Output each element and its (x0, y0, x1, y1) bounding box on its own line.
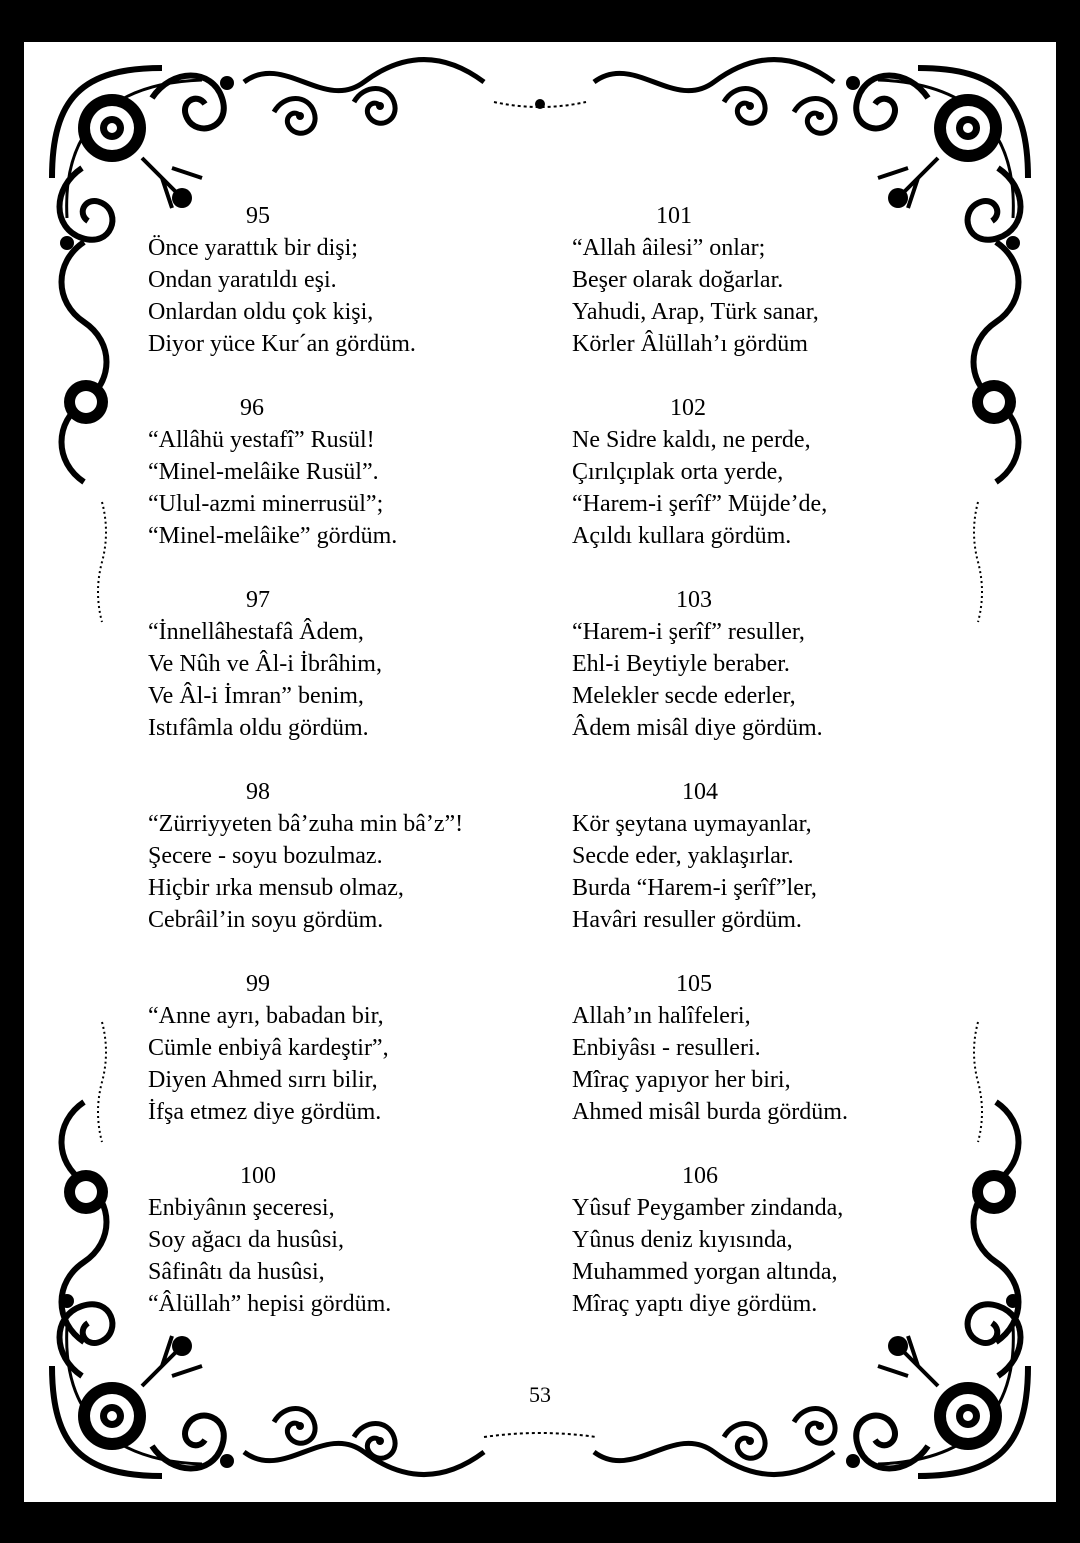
verse-line: Önce yarattık bir dişi; (148, 235, 358, 261)
verse-line: “Âlüllah” hepisi gördüm. (148, 1291, 392, 1317)
verse-line: Secde eder, yaklaşırlar. (572, 843, 794, 869)
verse-line: Cebrâil’in soyu gördüm. (148, 907, 384, 933)
verse-line: “Allâhü yestafî” Rusül! (148, 427, 375, 453)
verse-line: Allah’ın halîfeleri, (572, 1003, 751, 1029)
verse-line: Mîraç yapıyor her biri, (572, 1067, 791, 1093)
left-poem-column (148, 200, 548, 1352)
verse-line: Ve Nûh ve Âl-i İbrâhim, (148, 651, 382, 677)
stanza-number: 100 (240, 1163, 276, 1189)
stanza-number: 101 (656, 203, 692, 229)
stanza-number: 104 (682, 779, 718, 805)
verse-line: Ne Sidre kaldı, ne perde, (572, 427, 811, 453)
verse-line: “Allah âilesi” onlar; (572, 235, 766, 261)
stanza-106 (572, 1160, 972, 1352)
verse-line: Diyor yüce Kur´an gördüm. (148, 331, 416, 357)
verse-line: Şecere - soyu bozulmaz. (148, 843, 383, 869)
verse-line: Beşer olarak doğarlar. (572, 267, 784, 293)
verse-line: İfşa etmez diye gördüm. (148, 1099, 382, 1125)
verse-line: “Harem-i şerîf” resuller, (572, 619, 805, 645)
verse-line: Enbiyâsı - resulleri. (572, 1035, 761, 1061)
stanza-number: 99 (246, 971, 270, 997)
verse-line: Çırılçıplak orta yerde, (572, 459, 784, 485)
verse-line: Körler Âlüllah’ı gördüm (572, 331, 808, 357)
verse-line: Ondan yaratıldı eşi. (148, 267, 337, 293)
verse-line: Açıldı kullara gördüm. (572, 523, 792, 549)
verse-line: Ve Âl-i İmran” benim, (148, 683, 364, 709)
stanza-number: 95 (246, 203, 270, 229)
verse-line: Cümle enbiyâ kardeştir”, (148, 1035, 389, 1061)
verse-line: Muhammed yorgan altında, (572, 1259, 838, 1285)
stanza-number: 105 (676, 971, 712, 997)
verse-line: Kör şeytana uymayanlar, (572, 811, 812, 837)
verse-line: Onlardan oldu çok kişi, (148, 299, 374, 325)
stanza-number: 106 (682, 1163, 718, 1189)
verse-line: Enbiyânın şeceresi, (148, 1195, 335, 1221)
stanza-105 (572, 968, 972, 1160)
stanza-102 (572, 392, 972, 584)
stanza-97 (148, 584, 548, 776)
stanza-number: 103 (676, 587, 712, 613)
verse-line: Sâfinâtı da husûsi, (148, 1259, 325, 1285)
verse-line: Melekler secde ederler, (572, 683, 796, 709)
verse-line: “Zürriyyeten bâ’zuha min bâ’z”! (148, 811, 464, 837)
verse-line: Mîraç yaptı diye gördüm. (572, 1291, 818, 1317)
verse-line: Soy ağacı da husûsi, (148, 1227, 344, 1253)
verse-line: Diyen Ahmed sırrı bilir, (148, 1067, 378, 1093)
right-poem-column (572, 200, 972, 1352)
verse-line: Istıfâmla oldu gördüm. (148, 715, 369, 741)
stanza-number: 102 (670, 395, 706, 421)
page (24, 42, 1056, 1502)
stanza-100 (148, 1160, 548, 1352)
stanza-96 (148, 392, 548, 584)
page-number: 53 (529, 1382, 551, 1407)
verse-line: “İnnellâhestafâ Âdem, (148, 619, 364, 645)
verse-line: Burda “Harem-i şerîf”ler, (572, 875, 817, 901)
verse-line: Havâri resuller gördüm. (572, 907, 802, 933)
stanza-99 (148, 968, 548, 1160)
stanza-103 (572, 584, 972, 776)
verse-line: “Minel-melâike Rusül”. (148, 459, 379, 485)
verse-line: Yûnus deniz kıyısında, (572, 1227, 793, 1253)
verse-line: Yahudi, Arap, Türk sanar, (572, 299, 819, 325)
verse-line: “Minel-melâike” gördüm. (148, 523, 398, 549)
verse-line: Ehl-i Beytiyle beraber. (572, 651, 790, 677)
stanza-number: 97 (246, 587, 270, 613)
verse-line: Âdem misâl diye gördüm. (572, 715, 823, 741)
stanza-number: 98 (246, 779, 270, 805)
stanza-95 (148, 200, 548, 392)
verse-line: Hiçbir ırka mensub olmaz, (148, 875, 404, 901)
verse-line: Yûsuf Peygamber zindanda, (572, 1195, 844, 1221)
verse-line: Ahmed misâl burda gördüm. (572, 1099, 848, 1125)
stanza-98 (148, 776, 548, 968)
stanza-number: 96 (240, 395, 264, 421)
stanza-101 (572, 200, 972, 392)
verse-line: “Anne ayrı, babadan bir, (148, 1003, 384, 1029)
stanza-104 (572, 776, 972, 968)
verse-line: “Harem-i şerîf” Müjde’de, (572, 491, 828, 517)
verse-line: “Ulul-azmi minerrusül”; (148, 491, 384, 517)
